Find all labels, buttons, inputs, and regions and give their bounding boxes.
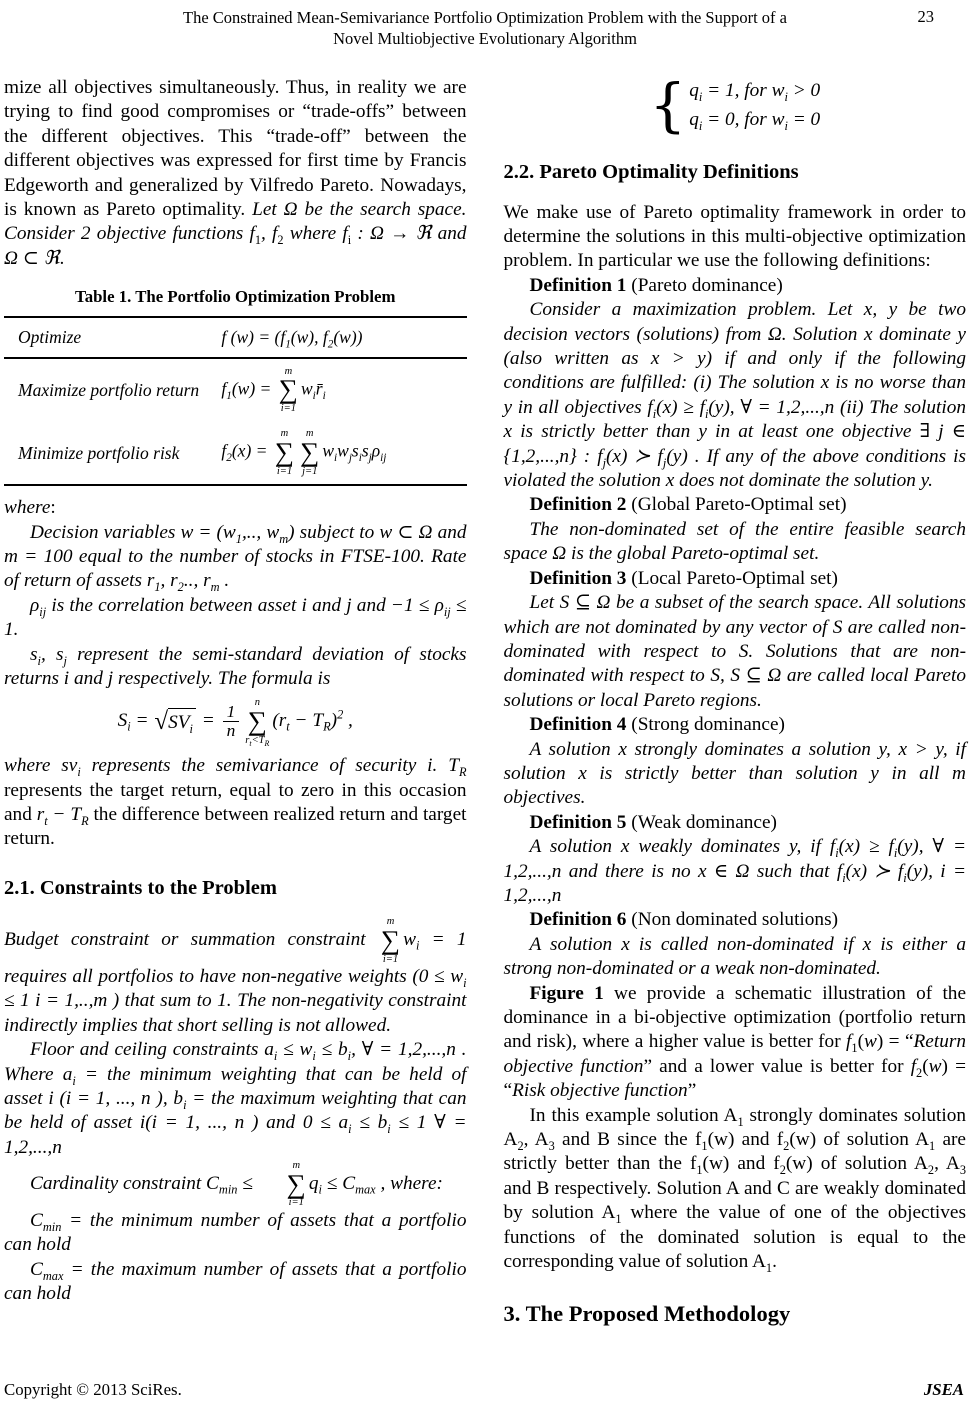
text-run: Definition 1 [529,274,627,296]
running-head-line2: Novel Multiobjective Evolutionary Algorithm [333,29,637,48]
cases-line [689,107,820,132]
sum-lower-limit: i=1 [288,1197,304,1209]
text-run: j [63,653,67,668]
text-run: i [698,118,703,133]
text-run: are strictly better than the f [503,1129,966,1175]
paragraph [504,835,967,908]
text-run: strongly dominates solution A [503,1104,966,1151]
text-run: : Ω → ℜ and Ω ⊂ ℜ [4,223,467,269]
text-run: (y), i = 1,2,...,n [503,860,966,906]
text-run: Cardinality constraint C [30,1173,219,1195]
text-run: 2 [783,1138,790,1153]
text-run: A solution x is called non-dominated if x is either a strong non-dominated or a weak non-dominated. [503,933,966,980]
text-run: = 1, for w [702,80,785,101]
table-cell-formula [221,421,466,485]
text-run: 2 [779,1163,786,1178]
sigma-icon: ∑ [286,1168,306,1199]
sum-upper-limit: m [386,916,395,928]
text-run: = the maximum number of assets that a portfolio can hold [4,1258,467,1305]
paragraph [4,1038,467,1160]
text-run: , f [261,223,278,245]
paragraph [504,908,967,932]
cases-equation [504,71,967,139]
text-run: (Weak dominance) [626,811,777,833]
text-run: We make use of Pareto optimality framework in order to determine the solutions in this multi-objective optimization problem. In particular we use the following definitions: [503,201,966,272]
text-run: represents the target return, equal to zero in this occasion and [4,779,467,825]
text-run: i [463,975,467,990]
section-heading: 2.1. Constraints to the Problem [4,876,277,899]
text-run: 3 [959,1163,966,1178]
text-run: = 0 [787,109,821,130]
text-run: (x) ≥ f [838,836,894,858]
text-run: represent the semi-standard deviation of stocks returns i and j respectively. The formula is [4,643,467,689]
text-run: ( [857,1031,864,1053]
text-run: 1 [765,1260,773,1275]
section-heading: 2.2. Pareto Optimality Definitions [503,161,799,183]
text-run: Let Ω be the search space. Consider 2 objective functions f [4,199,467,245]
text-run: 1 [851,1041,858,1056]
paragraph [504,591,967,713]
text-run: Figure 1 [529,982,604,1004]
paragraph [504,493,967,517]
text-run: i [273,1049,278,1064]
text-run: ) = “ [503,1055,966,1102]
text-run: w [928,1055,942,1077]
text-run: i [312,389,316,402]
text-run: i [347,233,352,248]
sum-lower-limit: j=1 [302,465,318,477]
text-run: and B respectively. Solution A and C are weakly dominated by solution A [503,1177,966,1224]
text-run: , where: [375,1173,443,1195]
text-run: f [910,1055,917,1077]
text-run: max [42,1268,64,1283]
portfolio-optimization-table [4,316,467,486]
text-run: (x) ≥ f [656,396,705,418]
table-cell-label: Optimize [18,327,82,348]
text-run: R [458,764,467,779]
text-run: (w) and f [702,1153,780,1175]
text-run: Definition 2 [529,494,627,516]
text-run: . [59,247,65,269]
table-cell-formula [221,358,466,422]
text-run: i [334,452,338,465]
paragraph [4,594,467,643]
sigma-icon: ∑ [274,436,295,467]
paragraph [4,1209,467,1258]
text-run: i [312,1049,316,1064]
text-run: 2 [177,580,184,595]
text-run: j [662,455,667,470]
text-run: i [358,452,362,465]
sum-upper-limit: m [292,1160,301,1172]
text-run: ,.., w [241,521,280,543]
fraction [223,703,240,740]
text-run: i [835,846,839,861]
text-run: t [286,720,290,734]
text-run: (y) . If any of the above conditions is violated the solution x does not dominate the solution y. [503,445,967,492]
text-run: , ∀ = 1,2,...,n . Where a [4,1039,467,1085]
text-run: and B since the f [554,1129,702,1151]
text-run: (x) ≻ f [606,445,663,467]
text-run: min [218,1182,238,1197]
text-run: Definition 6 [529,909,627,931]
text-run: R [264,738,270,748]
text-run: where sv [4,755,78,777]
sigma-icon: ∑ [278,374,298,405]
text-run: (w) of solution A [789,1129,929,1151]
text-run: Definition 4 [529,714,627,736]
text-run: 1 [701,1138,708,1153]
text-run: = [196,710,220,732]
sum-upper-limit: n [254,697,260,709]
text-run: = the minimum number of assets that a portfolio can hold [4,1210,467,1256]
text-run: (w) = [231,378,276,399]
text-run: In this example solution A [529,1104,738,1126]
page-number: 23 [917,7,934,26]
text-run: ≤ 1 ∀ = 1,2,...,n [4,1112,467,1158]
paragraph [4,916,467,1038]
journal-abbreviation: JSEA [923,1380,964,1399]
text-run: 1 [696,1163,703,1178]
text-run: r [245,734,250,746]
text-run: , A [523,1129,549,1151]
text-run: ≤ [237,1173,258,1195]
text-run: Consider a maximization problem. Let x, y be two decision vectors (solutions) from Ω. Solution x dominate y (also written as x > y) if and only if the following conditions are fulfilled: (i) The solution x is no worse than y in all objectives f [503,299,966,418]
text-run: i [348,1122,352,1137]
text-run: q [689,109,699,130]
text-run: The non-dominated set of the entire feasible search space Ω is the global Pareto-optimal set. [503,518,966,565]
text-run: is the correlation between asset i and j and −1 ≤ ρ [46,594,444,616]
text-run: 2 [327,338,334,351]
text-run: Decision variables w = (w [30,521,236,543]
text-run: i [77,764,81,779]
text-run: Return objective function [503,1031,966,1077]
sum-operator [245,697,269,746]
right-column [503,71,967,1343]
text-run: Budget constraint or summation constraint [4,929,378,951]
table-caption: Table 1. The Portfolio Optimization Problem [75,287,396,307]
text-run: 1 [737,1114,744,1129]
text-run: ρ [371,440,381,461]
text-run: ≤ w [277,1039,313,1061]
text-run: represents the semivariance of security i. T [80,755,459,777]
text-run: q [689,80,699,101]
text-run: 2 [517,1138,524,1153]
text-run: (w) of solution A [785,1153,928,1175]
text-run: Definition 3 [529,567,627,589]
display-equation [4,697,467,746]
paragraph [504,201,967,274]
sum-operator [275,428,294,477]
text-run: . [219,570,230,592]
text-run: f [221,378,227,399]
text-run: , [343,710,353,732]
text-run: where the value of one of the objectives functions of the dominated solution is equal to the corresponding value of solution A [503,1202,966,1273]
text-run: mize all objectives simultaneously. Thus, in reality we are trying to find good compromises or “trade-offs” between the different objectives. This “trade-off” between the different objectives was expressed for first time by Francis Edgeworth and generalized by Vilfredo Pareto. Nowadays, is known as Pareto optimality. [4,77,467,221]
text-run: m [279,531,289,546]
text-run: w [863,1031,877,1053]
text-run: : [50,497,56,519]
paragraph [504,518,967,567]
text-run: j [368,452,372,465]
text-run: m [210,580,220,595]
text-run: ≤ C [321,1173,356,1195]
text-run: where [4,497,51,519]
text-run: f [221,440,227,461]
text-run: ( [922,1055,929,1077]
text-run: j [602,455,606,470]
text-run: i [387,1122,391,1137]
text-run: w [300,378,313,399]
text-run: where f [283,223,348,245]
text-run: R [81,813,89,828]
paragraph [504,811,967,835]
text-run: = the minimum weighting that can be held of asset i (i = 1, ..., n ), b [4,1063,467,1110]
paragraph [504,274,967,298]
text-run: w [403,929,416,951]
text-run: i [183,1097,187,1112]
text-run: . [772,1251,777,1273]
sum-lower-limit: i=1 [280,402,296,414]
text-run: ≤ b [351,1112,388,1134]
text-run: i [415,938,420,953]
sum-operator [279,366,298,415]
fraction-numerator: 1 [223,703,240,722]
text-run: R [323,720,331,734]
text-run: ij [39,604,47,619]
text-run: − T [289,710,324,732]
text-run: (w) and f [707,1129,784,1151]
text-run: i [652,406,657,421]
text-run: ≤ 1. [4,594,467,641]
sum-upper-limit: m [280,428,289,440]
text-run: ρ [30,594,40,616]
text-run: 1 [929,1138,936,1153]
text-run: .., r [183,570,211,592]
sum-upper-limit: m [284,365,293,377]
sum-lower-limit: i=1 [382,953,399,965]
text-run: the difference between realized return and target return. [4,803,467,850]
text-run: 2 [337,707,344,722]
text-run: i [322,389,326,402]
paragraph [4,754,467,852]
text-run: 2 [226,452,232,465]
text-run: 3 [548,1138,555,1153]
text-run: i [318,1182,322,1197]
fraction-denominator: n [226,721,236,741]
paragraph [504,567,967,591]
text-run: C [30,1210,43,1232]
text-run: (y), ∀ = 1,2,...,n and there is no x ∈ Ω such that f [503,836,967,882]
text-run: i [127,720,131,734]
text-run: (Pareto dominance) [626,274,783,296]
paragraph [4,1258,467,1307]
text-run: (w), f [290,327,328,348]
sum-operator [381,916,400,965]
text-run: w [322,440,335,461]
text-run: = [130,710,154,732]
text-run: max [355,1182,376,1197]
text-run: i [37,653,41,668]
left-column [4,76,467,1343]
table-row [4,421,467,485]
text-run: A solution x weakly dominates y, if f [529,836,836,858]
table-row [4,317,467,357]
paragraph [504,933,967,982]
text-run: s [361,440,369,461]
two-column-body [4,71,967,1343]
text-run: ij [380,452,387,465]
text-run: , r [160,570,178,592]
text-run: (Non dominated solutions) [626,909,838,931]
sum-upper-limit: m [305,428,314,440]
text-run: i [704,406,709,421]
text-run: 2 [277,233,284,248]
text-run: Let S ⊆ Ω be a subset of the search space. All solutions which are not dominated by any vector of S are called non-dominated with respect to S. Solutions that are non-dominated with respect to S, S ⊆ Ω are called local Pareto solutions or local Pareto regions. [503,592,966,711]
text-run: s [351,440,359,461]
paragraph [4,1160,467,1209]
table-cell-label: Maximize portfolio return [18,379,200,400]
text-run: q [308,1173,319,1195]
text-run: i [842,870,846,885]
text-run: 1 [235,531,242,546]
cases-line [689,78,820,103]
text-run: w [337,440,349,461]
text-run: (Local Pareto-Optimal set) [626,567,838,589]
table-cell-label: Minimize portfolio risk [18,442,180,463]
paragraph [4,643,467,692]
text-run: > 0 [787,80,821,101]
text-run: ” [687,1080,697,1102]
sigma-icon: ∑ [300,436,320,467]
paragraph [504,738,967,811]
text-run: 1 [226,389,232,402]
text-run: Definition 5 [529,811,627,833]
text-run: r [36,803,45,825]
text-run: s [30,643,38,665]
text-run: = 1 requires all portfolios to have non-negative weights (0 ≤ w [4,929,467,988]
text-run: Floor and ceiling constraints a [30,1039,274,1061]
running-head-line1: The Constrained Mean-Semivariance Portfolio Optimization Problem with the Support of a [183,8,787,27]
text-run: i [347,1049,352,1064]
paragraph [504,982,967,1104]
text-run: SV [168,712,190,734]
paragraph [4,521,467,594]
left-brace-icon: { [649,71,687,139]
text-run: t [249,738,252,748]
text-run: 2 [916,1065,923,1080]
text-run: 2 [927,1163,935,1178]
text-run: i [784,118,788,133]
text-run: (Global Pareto-Optimal set) [626,494,847,516]
copyright-notice: Copyright © 2013 SciRes. [4,1380,182,1399]
paragraph [504,298,967,493]
sum-lower-limit: i=1 [276,465,293,477]
text-run: i [189,721,193,736]
sum-operator [300,428,319,477]
table-cell-formula [221,317,466,357]
page-footer [4,1380,964,1400]
text-run: min [42,1219,62,1234]
sum-operator [261,1160,306,1209]
text-run: j [348,452,352,465]
text-run: i [893,846,898,861]
text-run: f [846,1031,852,1053]
text-run: (y), ∀ = 1,2,...,n (ii) The solution x is strictly better than y in at least one objective ∃ j ∈ {1,2,...,n} : f [503,396,967,467]
text-run: ) [330,710,338,732]
text-run: i [903,870,907,885]
section-heading: 3. The Proposed Methodology [503,1301,791,1327]
text-run: (r [272,710,287,732]
sigma-icon: ∑ [247,705,267,736]
text-run: 1 [615,1212,622,1227]
paragraph [504,713,967,737]
text-run: (w)) [333,327,363,348]
text-run: <T [251,734,265,746]
text-run: ) subject to w ⊂ Ω and m = 100 equal to the number of stocks in FTSE-100. Rate of return of assets r [4,521,467,592]
text-run: ≤ 1 i = 1,..,m ) that sum to 1. The non-negativity constraint indirectly implies that short selling is not allowed. [4,990,467,1036]
sigma-icon: ∑ [380,924,401,955]
text-run: A solution x strongly dominates a solution y, x > y, if solution x is strictly better than solution y in all m objectives. [503,738,966,809]
text-run: t [44,813,48,828]
text-run: i [72,1073,76,1088]
text-run: i [784,89,788,104]
text-run: = 0, for w [702,109,785,130]
table-row [4,358,467,422]
text-run: (x) ≻ f [845,860,904,882]
text-run: ” and a lower value is better for [643,1055,911,1077]
sum-lower-limit [245,735,269,747]
text-run: ≤ b [315,1039,348,1061]
text-run: we provide a schematic illustration of the dominance in a bi-objective optimization (portfolio return and risk), where a higher value is better for [503,982,966,1053]
paragraph [4,76,467,271]
text-run: 1 [285,338,291,351]
radicand [168,708,196,735]
text-run: Risk objective function [512,1080,688,1102]
paragraph [4,496,467,520]
text-run: r̄ [315,378,323,399]
text-run: = the maximum weighting that can be held of asset i(i = 1, ..., n ) and 0 ≤ a [4,1088,467,1134]
text-run: 1 [154,580,161,595]
text-run: f (w) = (f [221,327,286,348]
text-run: , A [934,1153,960,1175]
paragraph [504,1104,967,1275]
text-run: , s [40,643,64,665]
text-run: 1 [254,233,261,248]
cases-lines [689,78,820,132]
running-head [70,7,900,49]
text-run: ) = “ [876,1031,914,1053]
text-run: C [30,1258,43,1280]
text-run: (x) = [231,440,272,461]
text-run: i [698,89,703,104]
text-run: S [117,710,128,732]
text-run: (Strong dominance) [626,714,785,736]
text-run: − T [47,803,82,825]
radical-icon: √ [154,708,169,736]
square-root [154,708,196,735]
text-run: ij [443,604,451,619]
